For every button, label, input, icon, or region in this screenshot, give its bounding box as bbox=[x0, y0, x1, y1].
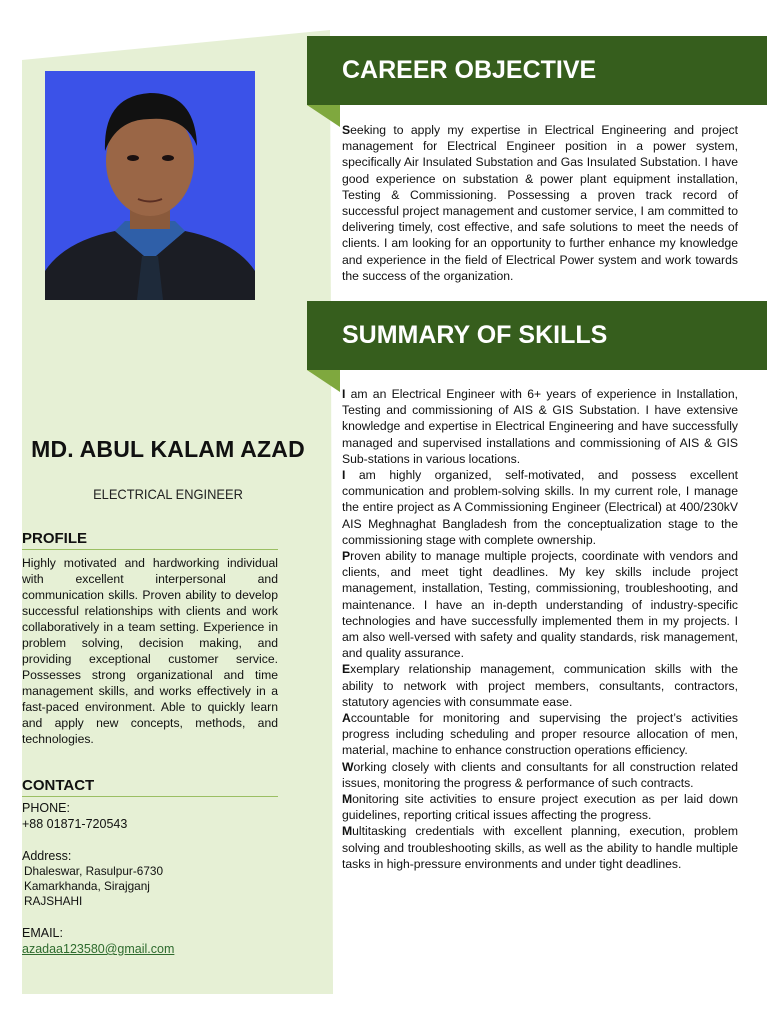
skill-item: I am an Electrical Engineer with 6+ years of experience in Installation, Testing and commissioning of AIS & GIS Substation. I have extensive knowledge and expertise in Electrical Engineering and have successfully managed and supervised installations and commissioning of AIS & GIS Sub-stations in various locations. bbox=[342, 387, 738, 466]
phone-value: +88 01871-720543 bbox=[22, 817, 128, 831]
address-line: Kamarkhanda, Sirajganj bbox=[24, 879, 150, 893]
skill-item: Proven ability to manage multiple projects, coordinate with vendors and clients, and meet tight deadlines. My key skills include project management, installation, Testing, commissioning, troubleshooting, and maintenance. I have an in-depth understanding of industry-specific technologies and have successfully implemented them in my projects. I am also well-versed with safety and quality standards, risk management, and quality assurance. bbox=[342, 549, 738, 661]
contact-heading: CONTACT bbox=[22, 777, 278, 797]
phone-label: PHONE: bbox=[22, 801, 70, 815]
skill-item: Accountable for monitoring and supervising the project’s activities progress including scheduling and proper resource allocation of men, material, machine to enhance construction operations efficiency. bbox=[342, 711, 738, 758]
skill-item: Multitasking credentials with excellent planning, execution, problem solving and troubleshooting skills, as well as the ability to handle multiple tasks in high-pressure environments and under tight deadlines. bbox=[342, 824, 738, 871]
skill-item: I am highly organized, self-motivated, and possess excellent communication and problem-solving skills. In my current role, I manage the entire project as A Commissioning Engineer (Electrical) at 400/230kV AIS Meghnaghat Bangladesh from the conceptualization stage to the commissioning stage with complete ownership. bbox=[342, 468, 738, 547]
address-label: Address: bbox=[22, 849, 72, 863]
skill-item: Monitoring site activities to ensure project execution as per laid down guidelines, reporting critical issues affecting the progress. bbox=[342, 792, 738, 823]
skills-list bbox=[342, 386, 738, 872]
candidate-name: MD. ABUL KALAM AZAD bbox=[31, 436, 305, 462]
profile-text: Highly motivated and hardworking individual with excellent interpersonal and communication skills. Proven ability to develop successful relationships with clients and work collaboratively in a team setting. Experience in problem solving, decision making, and providing exceptional customer service. Possesses strong organizational and time management skills, and works effectively in a fast-paced environment. Able to quickly learn and apply new concepts, methods, and technologies. bbox=[22, 556, 278, 746]
portrait-photo bbox=[45, 71, 255, 300]
banner-accent-triangle bbox=[307, 105, 340, 127]
career-objective-paragraph: Seeking to apply my expertise in Electrical Engineering and project management for Electrical Engineer position in a power system, specifically Air Insulated Substation and Gas Insulated Substation. I have good experience on substation & power plant equipment installation, Testing & Commissioning. Possessing a proven track record of successful project management and customer service, I am committed to delivering timely, cost effective, and safe solutions to meet the needs of clients. I am looking for an opportunity to further enhance my knowledge and experience in the field of Electrical Power system and work towards the success of the organization. bbox=[342, 123, 738, 283]
address-line: Dhaleswar, Rasulpur-6730 bbox=[24, 864, 164, 878]
address-line: RAJSHAHI bbox=[24, 894, 83, 908]
profile-heading: PROFILE bbox=[22, 530, 278, 550]
career-objective-heading: CAREER OBJECTIVE bbox=[307, 36, 767, 105]
career-objective-text bbox=[342, 122, 738, 284]
email-label: EMAIL: bbox=[22, 926, 63, 940]
email-link[interactable]: azadaa123580@gmail.com bbox=[22, 942, 175, 956]
banner-accent-triangle bbox=[307, 370, 340, 392]
skill-item: Working closely with clients and consultants for all construction related issues, monitoring the progress & performance of such contracts. bbox=[342, 759, 738, 790]
skill-item: Exemplary relationship management, communication skills with the ability to network with project members, consultants, contractors, statutory agencies with consummate ease. bbox=[342, 662, 738, 709]
contact-block bbox=[22, 800, 282, 957]
candidate-role: ELECTRICAL ENGINEER bbox=[93, 486, 243, 502]
summary-of-skills-heading: SUMMARY OF SKILLS bbox=[307, 301, 767, 370]
